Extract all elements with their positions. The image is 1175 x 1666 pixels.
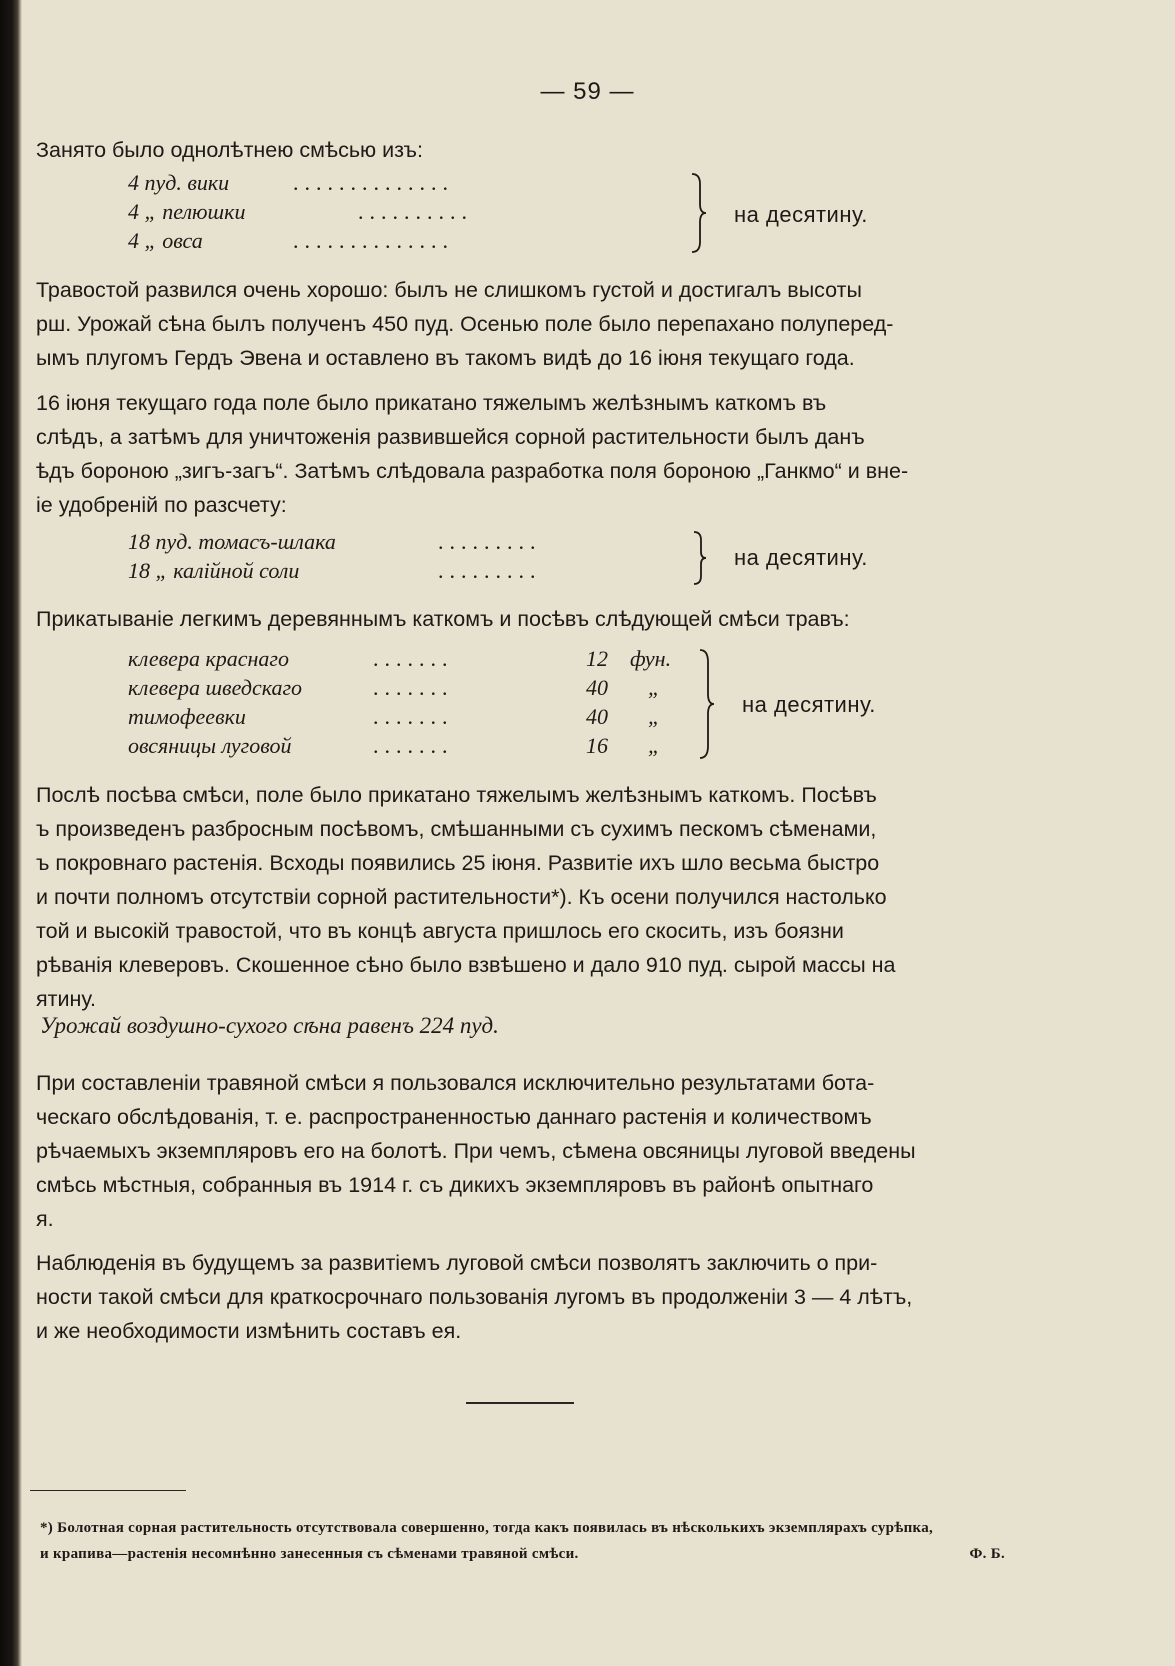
list-item (128, 226, 673, 255)
per-desyatina-label: на десятину. (742, 692, 876, 717)
list-item-label: клевера шведскаго (128, 675, 303, 700)
list-item (128, 644, 688, 673)
dot-leader: ....... (373, 675, 454, 700)
per-desyatina-label: на десятину. (734, 545, 868, 570)
seed-quantity: 40 (586, 675, 608, 700)
footnote (40, 1515, 1080, 1567)
footnote-text-line1: *) Болотная сорная растительность отсутствовала совершенно, тогда какъ появилась въ нѣсколькихъ экземплярахъ сурѣпка, (40, 1520, 934, 1536)
seed-unit: „ (648, 733, 661, 758)
grass-seed-list (128, 644, 688, 760)
section-divider (466, 1402, 574, 1404)
seed-quantity: 40 (586, 704, 608, 729)
paragraph-preparation: 16 iюня текущаго года поле было прикатано тяжелымъ желѣзнымъ каткомъ въ слѣдъ, а затѣмъ для уничтоженія развившейся сорной растительности былъ данъ ѣдъ бороною „зигъ-загъ“. Затѣмъ слѣдовала разработка поля бороною „Ганкмо“ и вне- ie удобреній по разсчету: (36, 391, 909, 517)
dot-leader: .............. (293, 170, 454, 195)
list-item-label: 18 пуд. томасъ-шлака (128, 529, 336, 554)
seed-quantity: 16 (586, 733, 608, 758)
list-item (128, 556, 673, 585)
annual-mixture-list (128, 168, 673, 255)
dot-leader: ....... (373, 733, 454, 758)
footnote-text-line2: и крапива—растенія несомнѣнно занесенныя съ сѣменами травяной смѣси. (40, 1546, 579, 1562)
dot-leader: ......... (438, 529, 542, 554)
curly-brace-icon (696, 648, 716, 760)
fertilizer-list (128, 527, 673, 585)
list-item-label: 18 „ калійной соли (128, 558, 300, 583)
dot-leader: ......... (438, 558, 542, 583)
list-item-label: 4 „ овса (128, 228, 203, 253)
list-item-label: 4 пуд. вики (128, 170, 230, 195)
paragraph-observations: Наблюденія въ будущемъ за развитіемъ луговой смѣси позволятъ заключить о при- ности такой смѣси для краткосрочнаго пользованія лугомъ въ продолженіи 3 — 4 лѣтъ, и же необходимости измѣнить составъ ея. (36, 1251, 913, 1343)
list-item (128, 731, 688, 760)
list-item-label: 4 „ пелюшки (128, 199, 246, 224)
paragraph-mixture-choice: При составленіи травяной смѣси я пользовался исключительно результатами бота- ческаго обслѣдованія, т. е. распространенностью даннаго растенія и количествомъ рѣчаемыхъ экземпляровъ его на болотѣ. При чемъ, сѣмена овсяницы луговой введены смѣсь мѣстныя, собранныя въ 1914 г. съ дикихъ экземпляровъ въ районѣ опытнаго я. (36, 1071, 916, 1231)
list-item-label: тимофеевки (128, 704, 246, 729)
footnote-separator (30, 1490, 186, 1491)
footnote-signature: Ф. Б. (969, 1546, 1005, 1562)
list-item (128, 527, 673, 556)
curly-brace-icon (688, 172, 708, 254)
list-item-label: клевера краснаго (128, 646, 290, 671)
list-item (128, 673, 688, 702)
seed-unit: „ (648, 675, 661, 700)
list-item (128, 168, 673, 197)
yield-heading: Урожай воздушно-сухого сѣна равенъ 224 пуд. (40, 1013, 499, 1038)
dot-leader: ....... (373, 704, 454, 729)
seed-unit: „ (648, 704, 661, 729)
seed-quantity: 12 (586, 646, 608, 671)
curly-brace-icon (690, 530, 708, 586)
footnote-line (40, 1541, 1080, 1567)
dot-leader: .......... (358, 199, 473, 224)
per-desyatina-label: на десятину. (734, 202, 868, 227)
paragraph-rolling: Прикатываніе легкимъ деревяннымъ каткомъ и посѣвъ слѣдующей смѣси травъ: (36, 607, 850, 631)
footnote-line (40, 1515, 1080, 1541)
dot-leader: .............. (293, 228, 454, 253)
dot-leader: ....... (373, 646, 454, 671)
list-item (128, 702, 688, 731)
list-item (128, 197, 673, 226)
list-item-label: овсяницы луговой (128, 733, 292, 758)
paragraph-sowing: Послѣ посѣва смѣси, поле было прикатано тяжелымъ желѣзнымъ каткомъ. Посѣвъ ъ произведенъ разбросным посѣвомъ, смѣшанными съ сухимъ пескомъ сѣменами, ъ покровнаго растенія. Всходы появились 25 iюня. Развитіе ихъ шло весьма быстро и почти полномъ отсутствіи сорной растительности*). Къ осени получился настолько той и высокій травостой, что въ концѣ августа пришлось его скосить, изъ боязни рѣванія клеверовъ. Скошенное сѣно было взвѣшено и дало 910 пуд. сырой массы на ятину. (36, 783, 896, 1011)
paragraph-growth: Травостой развился очень хорошо: былъ не слишкомъ густой и достигалъ высоты рш. Урожай сѣна былъ полученъ 450 пуд. Осенью поле было перепахано полуперед- ымъ плугомъ Гердъ Эвена и оставлено въ такомъ видѣ до 16 iюня текущаго года. (36, 278, 894, 370)
intro-line: Занято было однолѣтнею смѣсью изъ: (36, 138, 423, 162)
book-binding-edge (0, 0, 22, 1666)
page-number: — 59 — (540, 78, 635, 105)
seed-unit: фун. (630, 646, 672, 671)
